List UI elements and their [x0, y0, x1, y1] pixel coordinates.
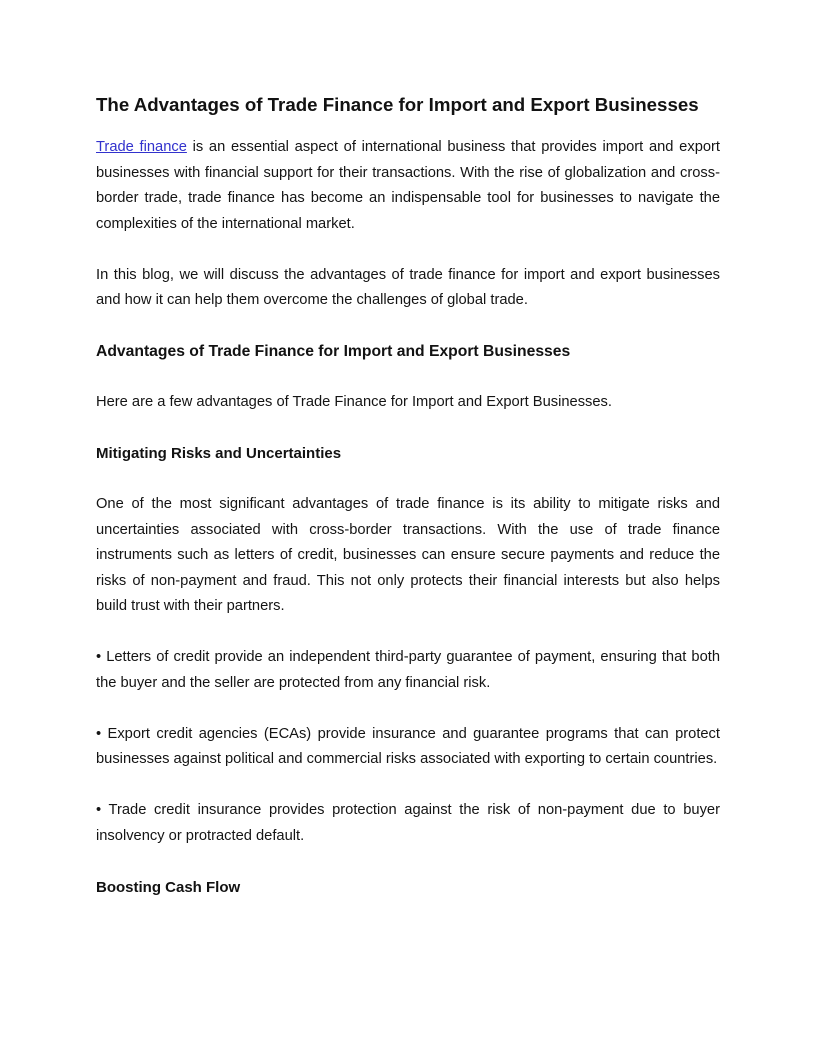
trade-finance-link[interactable]: Trade finance	[96, 139, 187, 155]
bullet-trade-credit-insurance: • Trade credit insurance provides protection against the risk of non-payment due to buyer insolvency or protracted default.	[96, 802, 720, 844]
intro-paragraph-text: is an essential aspect of international business that provides import and export businesses with financial support for their transactions. With the rise of globalization and cross-border trade, trade finance has become an indispensable tool for businesses to navigate the complexities of the international market.	[96, 139, 721, 232]
mitigating-risks-paragraph: One of the most significant advantages of trade finance is its ability to mitigate risks and uncertainties associated with cross-border transactions. With the use of trade finance instruments such as letters of credit, businesses can ensure secure payments and reduce the risks of non-payment and fraud. This not only protects their financial interests but also helps build trust with their partners.	[96, 496, 720, 614]
bullet-export-credit-agencies: • Export credit agencies (ECAs) provide insurance and guarantee programs that can protect businesses against political and commercial risks associated with exporting to certain countries.	[96, 725, 720, 767]
document-title: The Advantages of Trade Finance for Import and Export Businesses	[96, 94, 699, 115]
advantages-section-heading: Advantages of Trade Finance for Import and Export Businesses	[96, 343, 571, 360]
mitigating-risks-heading: Mitigating Risks and Uncertainties	[96, 445, 342, 462]
boosting-cash-flow-heading: Boosting Cash Flow	[96, 878, 241, 896]
advantages-lead-paragraph: Here are a few advantages of Trade Finance for Import and Export Businesses.	[96, 394, 612, 410]
intro-paragraph	[96, 135, 720, 237]
blog-overview-paragraph: In this blog, we will discuss the advantages of trade finance for import and export businesses and how it can help them overcome the challenges of global trade.	[96, 266, 720, 308]
bullet-letters-of-credit: • Letters of credit provide an independent third-party guarantee of payment, ensuring that both the buyer and the seller are protected from any financial risk.	[96, 649, 720, 691]
